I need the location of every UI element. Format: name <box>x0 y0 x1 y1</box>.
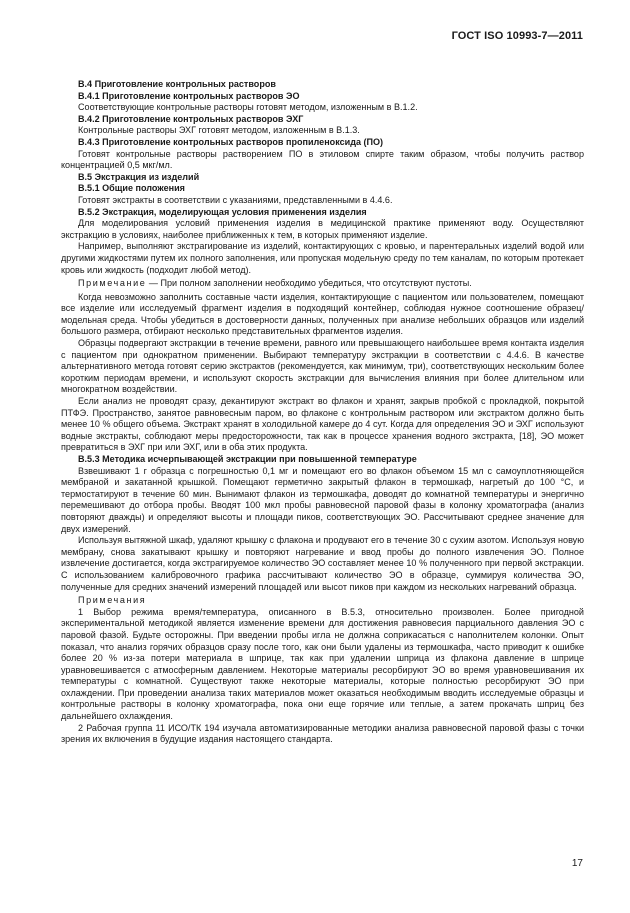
section-heading-b51: В.5.1 Общие положения <box>78 183 185 194</box>
note-item: 2 Рабочая группа 11 ИСО/ТК 194 изучала автоматизированные методики анализа равновесной паровой фазы с точки зрения их включения в будущие издания настоящего стандарта. <box>61 722 584 745</box>
paragraph: Контрольные растворы ЭХГ готовят методом, изложенным в В.1.3. <box>78 125 360 136</box>
paragraph: Если анализ не проводят сразу, декантируют экстракт во флакон и хранят, закрыв пробкой с прокладкой, покрытой ПТФЭ. Пространство, занятое равновесным паром, во флаконе с контрольным раствором или экстрактом должно быть менее 10 % общего объема. Экстракт хранят в холодильной камере до 4 сут. Когда для определения ЭО и ЭХГ используют водные экстракты, соблюдают меры предосторожности, так как в процессе хранения водного экстракта, [18], ЭО может превратиться в ЭХГ при или ЭХГ, или в оба этих продукта. <box>61 396 584 453</box>
section-heading-b53: В.5.3 Методика исчерпывающей экстракции при повышенной температуре <box>78 454 417 464</box>
paragraph: Готовят экстракты в соответствии с указаниями, представленными в 4.4.6. <box>78 194 393 205</box>
note-label: Примечание <box>78 278 147 289</box>
document-code-header: ГОСТ ISO 10993-7—2011 <box>451 30 583 42</box>
paragraph: Например, выполняют экстрагирование из изделий, контактирующих с кровью, и парентеральных изделий водой или другими жидкостями путем их полного заполнения, или пропуская модельную среду по тем каналам, по которым протекает кровь или жидкость (подходит любой метод). <box>61 241 584 275</box>
note <box>61 278 584 290</box>
section-heading-b41: В.4.1 Приготовление контрольных растворов ЭО <box>78 90 300 101</box>
section-heading-b42: В.4.2 Приготовление контрольных растворов ЭХГ <box>78 113 304 124</box>
paragraph: Образцы подвергают экстракции в течение времени, равного или превышающего наибольшее время контакта изделия с пациентом при однократном применении. Выбирают температуру экстракции в соответствии с 4.4.6. В качестве альтернативного метода готовят серию экстрактов (рекомендуется, как минимум, три), соответствующих нескольким более коротким периодам времени, и используют скорость экстракции для вычисления влияния при более длительном или многократном воздействии. <box>61 338 584 395</box>
notes-title: Примечания <box>78 595 147 606</box>
section-heading-b43: В.4.3 Приготовление контрольных растворов пропиленоксида (ПО) <box>78 136 384 147</box>
paragraph: Соответствующие контрольные растворы готовят методом, изложенным в В.1.2. <box>78 102 418 113</box>
paragraph: Когда невозможно заполнить составные части изделия, контактирующие с пациентом или пользователем, помещают все изделие или исследуемый фрагмент изделия в подходящий контейнер, соблюдая нужное соотношение образец/модельная среда. Чтобы убедиться в достоверности данных, полученных при анализе небольших образцов или изделий большого размера, отбирают несколько представительных фрагментов изделия. <box>61 291 584 337</box>
section-heading-b5: В.5 Экстракция из изделий <box>78 171 200 182</box>
note-item: 1 Выбор режима время/температура, описанного в В.5.3, относительно произволен. Более пригодной экспериментальной методикой является изменение времени для достижения равновесия парциального давления ЭО с паровой фазой. Будьте осторожны. При введении пробы игла не должна соприкасаться с наполнителем колонки. Опыт показал, что анализ горячих образцов сразу после того, как они были удалены из термошкафа, часто приводит к ошибке более 20 % из-за потери материала в шприце, так как при удалении шприца из флакона давление в шприце уравновешивается с атмосферным давлением. Некоторые материалы ресорбируют ЭО во время уравновешивания их температуры с комнатной. Существуют также некоторые материалы, которые полностью ресорбируют ЭО при охлаждении. При проведении анализа таких материалов может оказаться необходимым вводить исследуемые образцы и контрольные растворы в колонку хроматографа, пока они еще горячие или теплые, а затем прокачать шприц без дальнейшего охлаждения. <box>61 606 584 722</box>
note-text: — При полном заполнении необходимо убедиться, что отсутствуют пустоты. <box>146 278 472 289</box>
section-heading-b4: В.4 Приготовление контрольных растворов <box>78 79 276 89</box>
paragraph: Для моделирования условий применения изделия в медицинской практике применяют воду. Осуществляют экстракцию в условиях, наиболее приближенных к тем, в которых применяют изделие. <box>61 218 584 240</box>
paragraph: Взвешивают 1 г образца с погрешностью 0,1 мг и помещают его во флакон объемом 15 мл с самоуплотняющейся мембраной и закатанной крышкой. Помещают герметично закрытый флакон в термошкаф, нагретый до 100 °С, и термостатируют в течение 60 мин. Вынимают флакон из термошкафа, доводят до комнатной температуры и энергично перемешивают до отбора пробы. Вводят 100 мкл пробы равновесной паровой фазы в колонку хроматографа (анализ повторяют дважды) и определяют высоты и площади пиков, соответствующих ЭО. Рассчитывают среднее значение для двух измерений. <box>61 465 584 534</box>
page-number: 17 <box>571 858 583 869</box>
section-heading-b52: В.5.2 Экстракция, моделирующая условия применения изделия <box>78 206 367 217</box>
document-body <box>61 79 584 746</box>
paragraph: Готовят контрольные растворы растворением ПО в этиловом спирте таким образом, чтобы получить раствор концентрацией 0,5 мкг/мл. <box>61 148 584 171</box>
paragraph: Используя вытяжной шкаф, удаляют крышку с флакона и продувают его в течение 30 с сухим азотом. Используя новую мембрану, снова закатывают крышку и повторяют нагревание и ввод пробы до полного извлечения ЭО. Полное извлечение достигается, когда экстрагируемое количество ЭО составляет менее 10 % полученного при первой экстракции. С использованием калибровочного графика рассчитывают количество ЭО в образце, суммируя количества ЭО, полученные для средних значений измерений площадей или высот пиков при каждом из нескольких нагреваний образца. <box>61 535 584 592</box>
